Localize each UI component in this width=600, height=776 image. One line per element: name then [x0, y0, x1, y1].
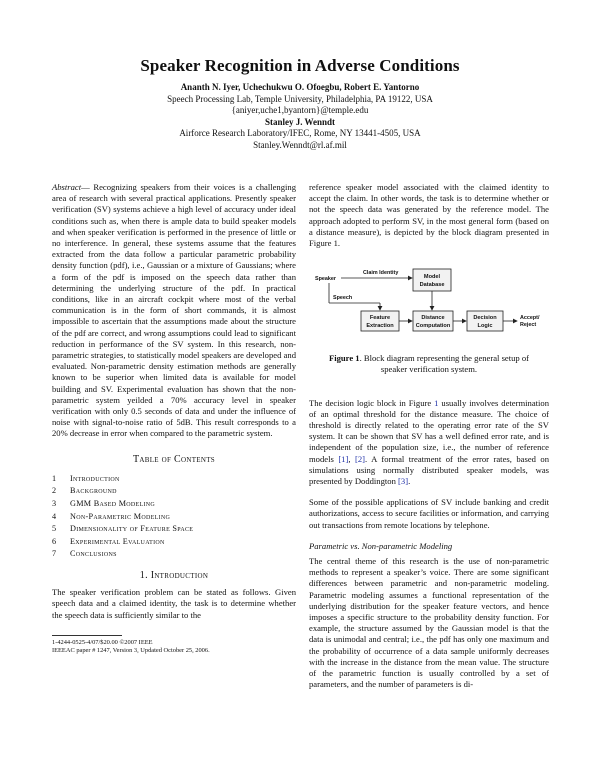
toc-list	[52, 473, 296, 561]
toc-item-label: GMM Based Modeling	[70, 499, 156, 509]
decision-logic-label-1: Decision	[473, 315, 497, 322]
para2-text-b: usually involves determination of an optimal threshold for the distance measure. The choice of threshold is directly related to the operating error rate of the SV system. It can be shown that SV has a well defined error rate, and is independent of the population size, i.e., the number of reference models	[309, 397, 549, 464]
toc-item-label: Conclusions	[70, 549, 117, 559]
toc-item[interactable]	[52, 473, 296, 486]
toc-title: Table of Contents	[133, 453, 215, 465]
right-paragraph-4: The central theme of this research is the use of non-parametric methods to represent a speaker’s voice. There are some significant differences between parametric and non-parametric modeling. Parametric modeling assumes a functional representation of the underlying distribution for the speaker feature vectors, and hence imposes a specific structure to the probability density function. For example, the structure assumed by the Gaussian model is that the data is unimodal and central; i.e., the pdf has only one maximum and the probability of occurrence of a data sample uniformly decreases with the increase in the distance from the mean value. The structure of the parametric function is usually controlled by a set of parameters, and the number of parameters is di-	[309, 556, 549, 690]
toc-item[interactable]	[52, 548, 296, 561]
model-database-box	[413, 269, 451, 291]
toc-item-label: Experimental Evaluation	[70, 536, 165, 546]
author-block	[0, 82, 600, 151]
affiliation-secondary: Airforce Research Laboratory/IFEC, Rome, NY 13441-4505, USA	[179, 128, 421, 138]
distance-computation-label-2: Computation	[415, 323, 451, 330]
right-paragraph-3: Some of the possible applications of SV include banking and credit authorizations, access to secure facilities or information, and carrying out transactions from remote locations by telephone.	[309, 497, 549, 530]
section-heading-introduction: 1. Introduction	[139, 570, 209, 582]
model-database-label-1: Model	[423, 274, 441, 281]
footnote	[52, 639, 296, 655]
abstract-text: — Recognizing speakers from their voices is a challenging area of research with several practical applications. Presently speaker verification (SV) systems achieve a high level of accuracy under ideal conditions such as, when there is ample data to build speaker models and when speaker verification is performed in the presence of little or no interference. In general, these systems assume that the features extracted from the data follow a particular parametric probability density function (pdf), i.e., Gaussian or a mixture of Gaussians; where a form of the pdf is imposed on the speech data rather than determining the underlying structure of the pdf. In practical conditions, like in an aircraft cockpit where most of the verbal communication is in the form of short commands, it is almost impossible to ascertain that the assumptions made about the structure of the pdf are correct, and wrong assumptions could lead to significant reduction in performance of the SV system. In this research, non-parametric strategies, to statistically model speakers are developed and evaluated. Non-parametric density estimation methods are generally known to be superior when limited data is available for model building and SV. Experimental evaluation has shown that the non-parametric system yeilded a 70% accuracy level in speaker verification with only 0.5 seconds of data and under the influence of noise with signal-to-noise ratio of 5dB. This result corresponds to a 20% decrease in error when compared to the parametric system.	[52, 182, 296, 439]
figure-1-block-diagram	[309, 259, 549, 347]
left-column	[52, 182, 296, 655]
figure-1-caption	[309, 353, 549, 375]
emails-primary: {aniyer,uche1,byantorn}@temple.edu	[231, 105, 369, 115]
affiliation-primary: Speech Processing Lab, Temple University, Philadelphia, PA 19122, USA	[167, 93, 433, 104]
para2-text-d: . A formal treatment of the error rates, based on simulations using normally distributed speaker models, was presented by Doddington	[309, 453, 550, 487]
emails-secondary: Stanley.Wenndt@rl.af.mil	[253, 139, 347, 150]
para2-text-c: ,	[348, 453, 355, 464]
citation-link-3[interactable]: [3]	[398, 476, 409, 487]
decision-logic-label-2: Logic	[477, 323, 493, 330]
claim-identity-label: Claim Identity	[363, 270, 399, 277]
toc-item-label: Background	[70, 486, 117, 496]
toc-item-label: Non-Parametric Modeling	[70, 511, 171, 521]
speech-label: Speech	[333, 295, 353, 302]
abstract	[52, 182, 296, 440]
feature-extraction-label-2: Extraction	[366, 323, 394, 330]
toc-item-number: 7	[52, 549, 57, 559]
toc-item[interactable]	[52, 485, 296, 498]
toc-item[interactable]	[52, 498, 296, 511]
footnote-divider	[52, 635, 122, 636]
feature-extraction-box	[361, 311, 399, 331]
paper-title: Speaker Recognition in Adverse Conditions	[140, 56, 460, 75]
decision-logic-box	[467, 311, 503, 331]
abstract-label: Abstract	[52, 182, 82, 192]
toc-item-number: 4	[52, 511, 57, 521]
figure-caption-text: . Block diagram representing the general setup of speaker verification system.	[359, 353, 530, 375]
toc-item-number: 3	[52, 499, 57, 509]
figure-1-link[interactable]: 1	[434, 397, 439, 408]
toc-item-label: Introduction	[70, 473, 120, 483]
speaker-label: Speaker	[315, 276, 336, 283]
figure-caption-label: Figure 1	[328, 353, 360, 364]
toc-item[interactable]	[52, 536, 296, 549]
right-column	[309, 182, 549, 691]
toc-item[interactable]	[52, 523, 296, 536]
feature-extraction-label-1: Feature	[369, 315, 391, 322]
block-diagram-svg	[309, 259, 549, 347]
intro-paragraph: The speaker verification problem can be stated as follows. Given speech data and a claimed identity, the task is to determine whether the speech data is sufficiently similar to the	[52, 587, 296, 620]
right-paragraph-2	[309, 398, 549, 488]
model-database-label-2: Database	[419, 282, 445, 289]
toc-item-number: 6	[52, 536, 57, 546]
toc-item-number: 2	[52, 486, 57, 496]
accept-reject-label-1: Accept/	[520, 315, 540, 322]
toc-item[interactable]	[52, 511, 296, 524]
subsection-heading: Parametric vs. Non-parametric Modeling	[309, 540, 453, 551]
footnote-copyright: 1-4244-0525-4/07/$20.00 ©2007 IEEE	[52, 638, 153, 646]
toc-item-number: 1	[52, 473, 57, 483]
para2-text-e: .	[408, 476, 411, 487]
accept-reject-label-2: Reject	[520, 322, 537, 329]
para2-text-a: The decision logic block in Figure	[309, 397, 435, 408]
footnote-paper-info: IEEEAC paper # 1247, Version 3, Updated October 25, 2006.	[52, 647, 210, 655]
toc-item-number: 5	[52, 524, 57, 534]
citation-link-2[interactable]: [2]	[354, 453, 366, 464]
distance-computation-label-1: Distance	[421, 315, 445, 322]
authors-secondary: Stanley J. Wenndt	[264, 116, 336, 127]
toc-item-label: Dimensionality of Feature Space	[70, 524, 194, 534]
distance-computation-box	[413, 311, 453, 331]
authors-primary: Ananth N. Iyer, Uchechukwu O. Ofoegbu, Robert E. Yantorno	[180, 82, 420, 92]
right-paragraph-1: reference speaker model associated with the claimed identity to accept the claim. In other words, the task is to determine whether or not the speech data was generated by the reference model. The approach adopted to perform SV, in the most general form (based on a distance measure), is depicted by the block diagram presented in Figure 1.	[309, 182, 549, 249]
citation-link-1[interactable]: [1]	[338, 453, 349, 464]
